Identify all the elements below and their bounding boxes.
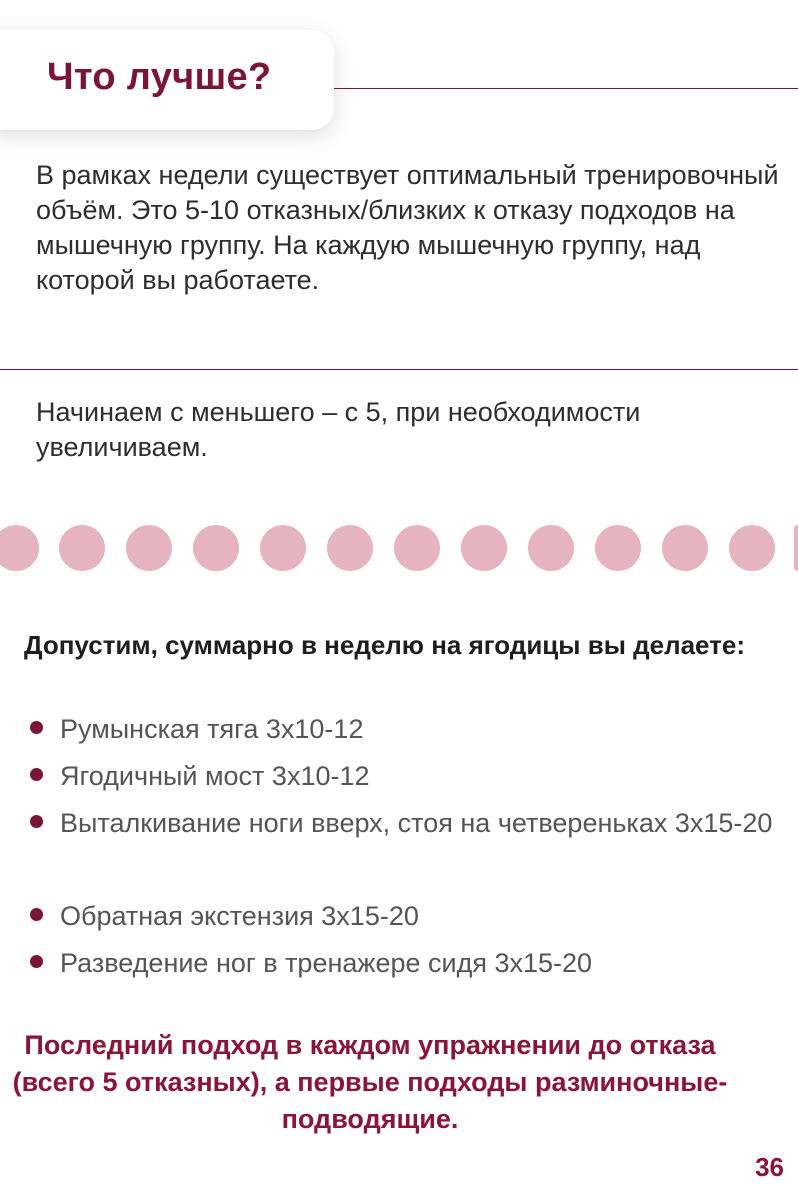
exercise-text: Выталкивание ноги вверх, стоя на четвереньках 3х15-20 <box>60 808 773 838</box>
decorative-dot <box>260 525 306 571</box>
decorative-dot <box>662 525 708 571</box>
title-divider <box>334 88 798 89</box>
exercise-text: Ягодичный мост 3х10-12 <box>60 761 370 791</box>
section-divider <box>0 369 798 370</box>
decorative-dot <box>0 525 39 571</box>
decorative-dot <box>794 525 798 571</box>
callout-note: Последний подход в каждом упражнении до отказа (всего 5 отказных), а первые подходы разминочные-подводящие. <box>12 1030 728 1134</box>
decorative-dot <box>59 525 105 571</box>
bullet-icon <box>30 768 43 781</box>
exercise-text: Разведение ног в тренажере сидя 3х15-20 <box>60 948 593 978</box>
decorative-dot <box>461 525 507 571</box>
decorative-dot <box>394 525 440 571</box>
example-heading: Допустим, суммарно в неделю на ягодицы вы делаете: <box>24 630 746 660</box>
decorative-dot <box>729 525 775 571</box>
decorative-dot <box>528 525 574 571</box>
bullet-icon <box>30 908 43 921</box>
page-title: Что лучше? <box>47 56 272 98</box>
bullet-icon <box>30 721 43 734</box>
intro-paragraph: В рамках недели существует оптимальный тренировочный объём. Это 5-10 отказных/близких к отказу подходов на мышечную группу. На каждую мышечную группу, над которой вы работаете. <box>36 160 779 295</box>
decorative-dot <box>595 525 641 571</box>
decorative-dot <box>193 525 239 571</box>
decorative-dot <box>126 525 172 571</box>
exercise-text: Обратная экстензия 3х15-20 <box>60 901 419 931</box>
intro-paragraph-2: Начинаем с меньшего – с 5, при необходимости увеличиваем. <box>36 397 641 462</box>
bullet-icon <box>30 815 43 828</box>
bullet-icon <box>30 955 43 968</box>
exercise-text: Румынская тяга 3х10-12 <box>60 714 364 744</box>
decorative-dot <box>327 525 373 571</box>
page-number: 36 <box>755 1152 784 1182</box>
